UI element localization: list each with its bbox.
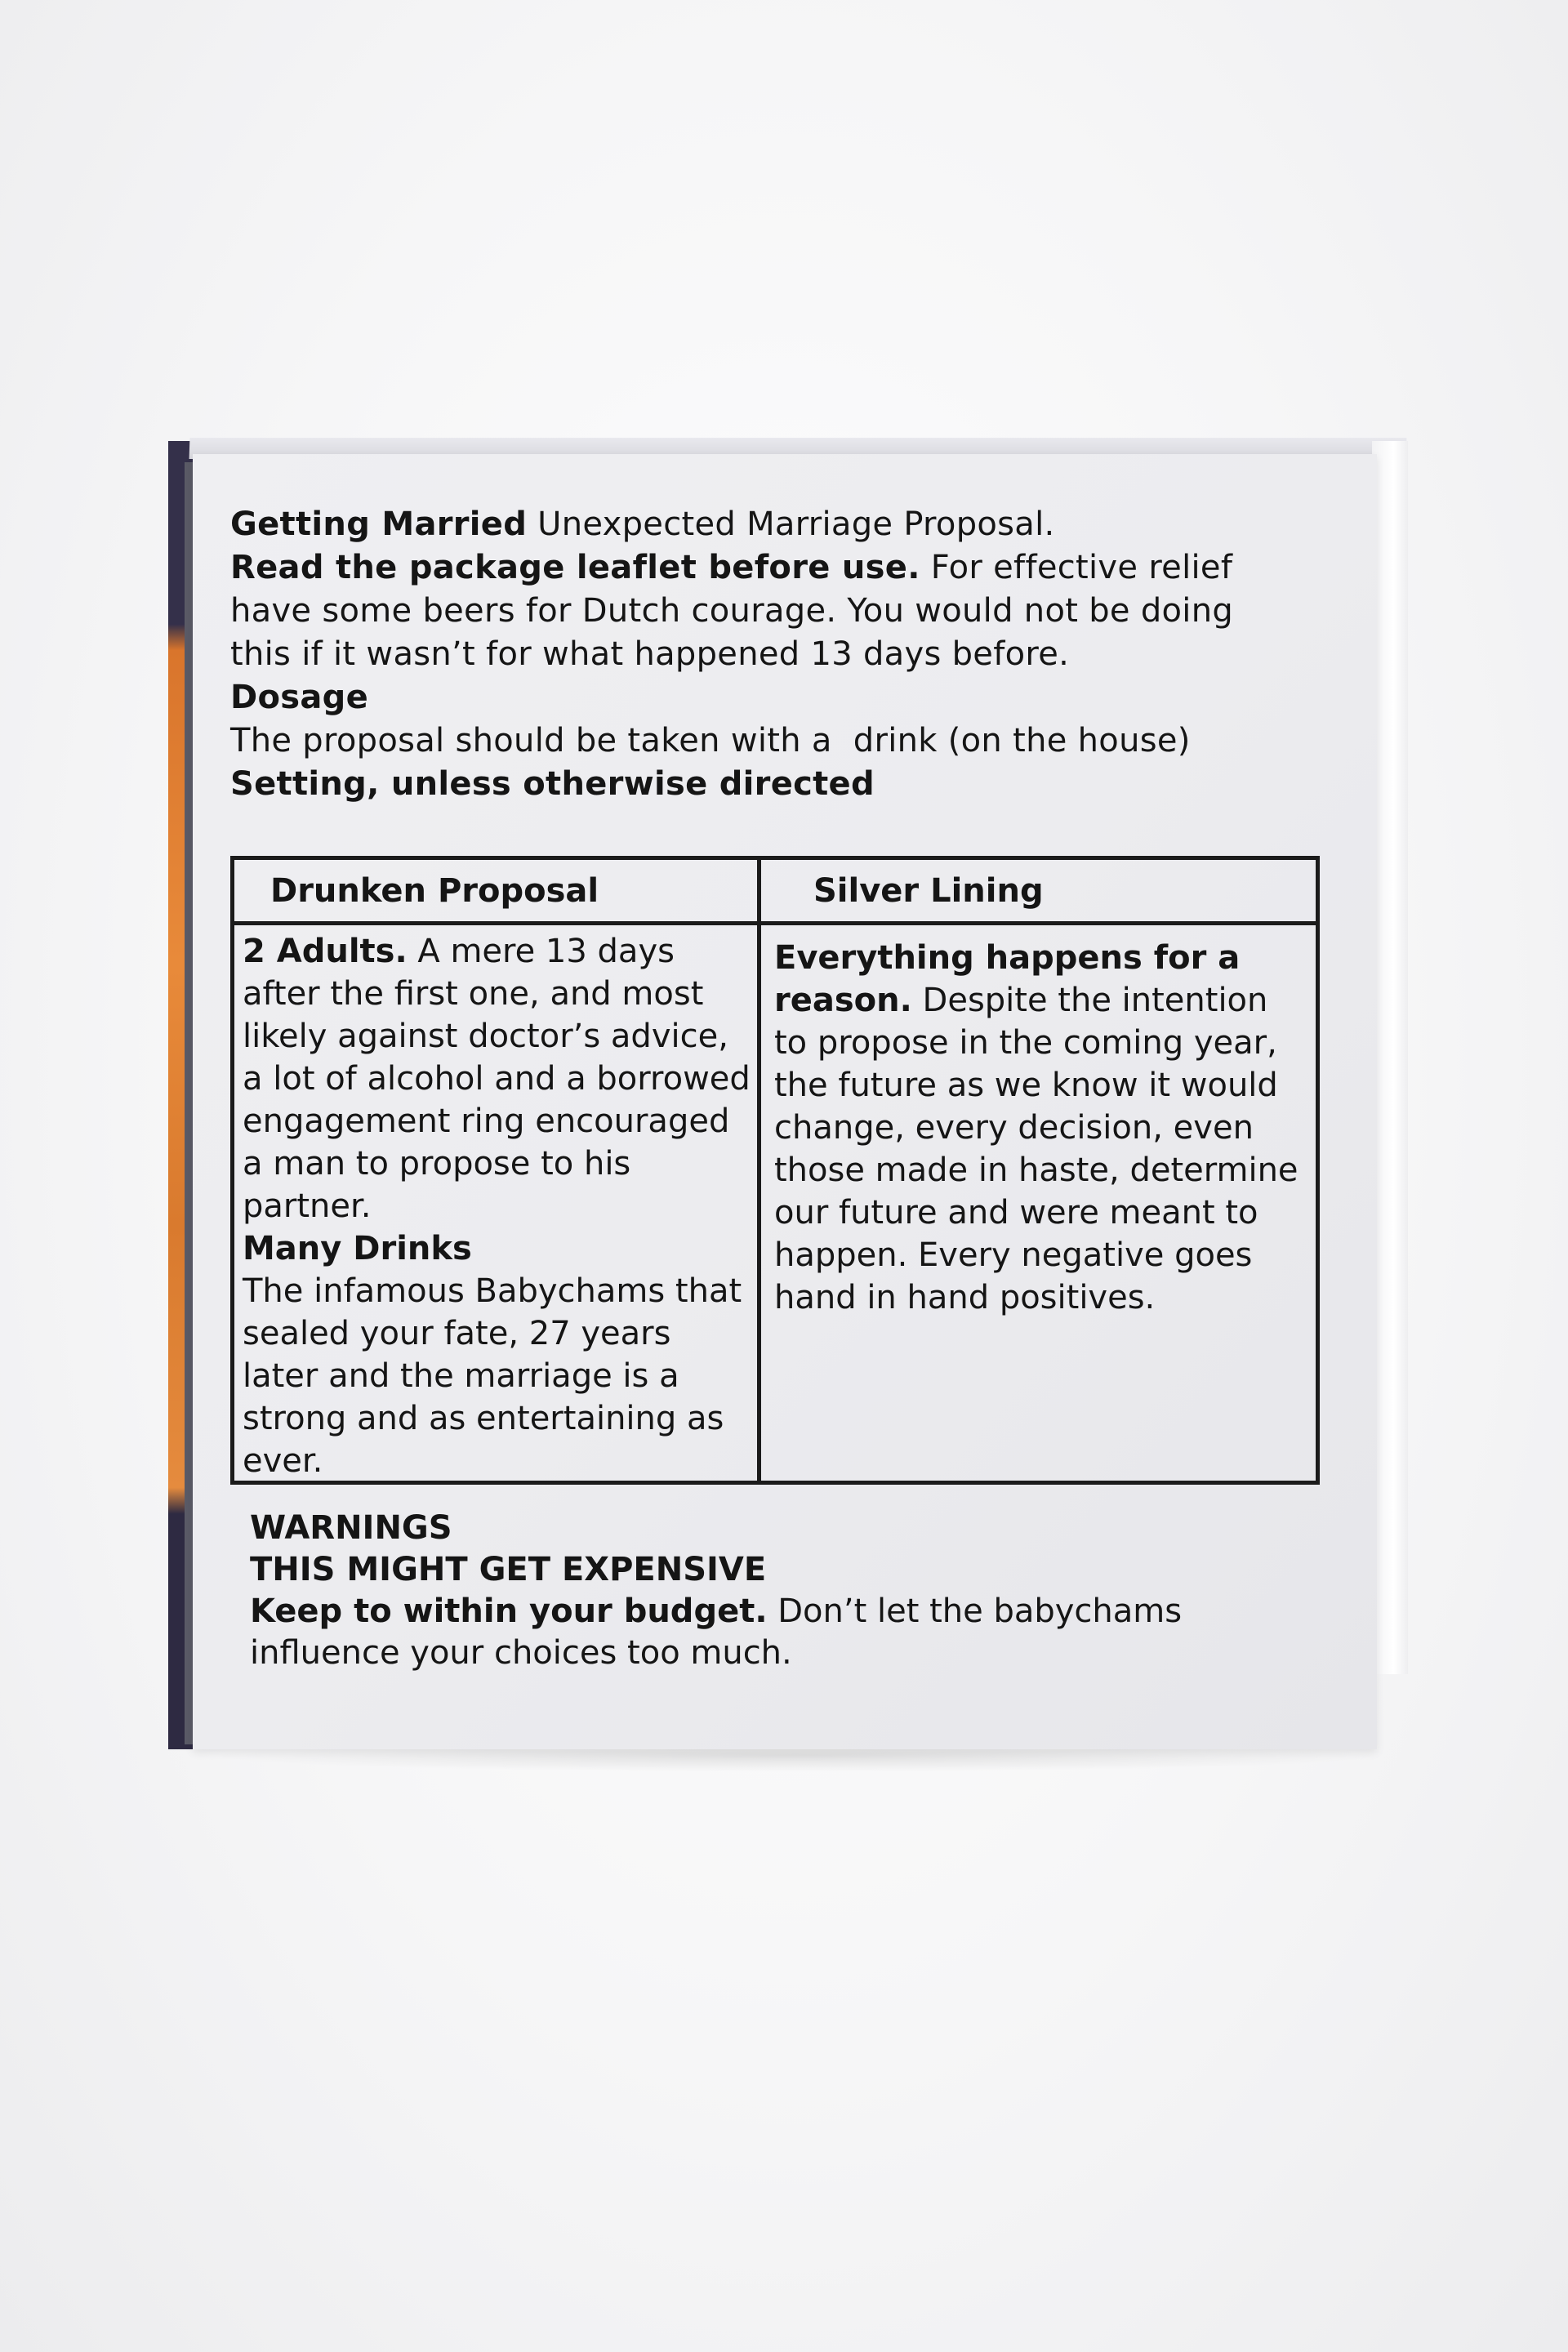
- left-paragraph-1: [243, 930, 751, 1227]
- intro-read-rest: For effective relief have some beers for Dutch courage. You would not be doing this if it wasn’t for what happened 13 days before.: [230, 549, 1234, 673]
- warnings-budget-bold: Keep to within your budget.: [250, 1592, 768, 1630]
- table-cell-right: [761, 925, 1316, 1319]
- dosage-text: The proposal should be taken with a drink (on the house): [230, 722, 1191, 760]
- intro-title-rest: Unexpected Marriage Proposal.: [527, 506, 1055, 543]
- intro-block: [230, 503, 1357, 806]
- right-paragraph-1-rest: Despite the intention to propose in the coming year, the future as we know it would change, every decision, even those made in haste, determine our future and were meant to happen. Every negative goes hand in hand positives.: [774, 982, 1298, 1316]
- intro-title-bold: Getting Married: [230, 506, 528, 543]
- right-paragraph-1-bold: Everything happens for a reason.: [774, 939, 1241, 1019]
- dosage-table: [230, 856, 1320, 1485]
- warnings-heading: WARNINGS: [250, 1509, 452, 1547]
- setting-heading: Setting, unless otherwise directed: [230, 765, 875, 803]
- intro-read-bold: Read the package leaflet before use.: [230, 549, 920, 586]
- box-right-edge: [1372, 441, 1408, 1674]
- left-paragraph-1-bold: 2 Adults.: [243, 933, 408, 970]
- warnings-subheading: THIS MIGHT GET EXPENSIVE: [250, 1551, 767, 1588]
- table-cell-left: [234, 925, 757, 1482]
- intro-read-paragraph: [230, 546, 1267, 676]
- warnings-budget-rest: Don’t let the babychams influence your choices too much.: [250, 1592, 1183, 1672]
- left-paragraph-1-rest: A mere 13 days after the first one, and most likely against doctor’s advice, a lot of alcohol and a borrowed engagement ring encouraged a man to propose to his partner.: [243, 933, 751, 1225]
- warnings-block: [250, 1508, 1361, 1674]
- table-header-right: Silver Lining: [761, 860, 1316, 925]
- left-paragraph-2-heading: Many Drinks: [243, 1230, 472, 1267]
- warnings-budget-paragraph: [250, 1591, 1230, 1674]
- box-back-panel: [193, 454, 1377, 1749]
- intro-title-line: [230, 503, 1357, 546]
- left-paragraph-2-text: The infamous Babychams that sealed your fate, 27 years later and the marriage is a strong and as entertaining as ever.: [243, 1272, 742, 1480]
- table-column-left: [234, 860, 761, 1481]
- table-header-left: Drunken Proposal: [234, 860, 757, 925]
- dosage-heading: Dosage: [230, 679, 369, 716]
- table-column-right: [761, 860, 1316, 1481]
- right-paragraph-1: [774, 937, 1307, 1319]
